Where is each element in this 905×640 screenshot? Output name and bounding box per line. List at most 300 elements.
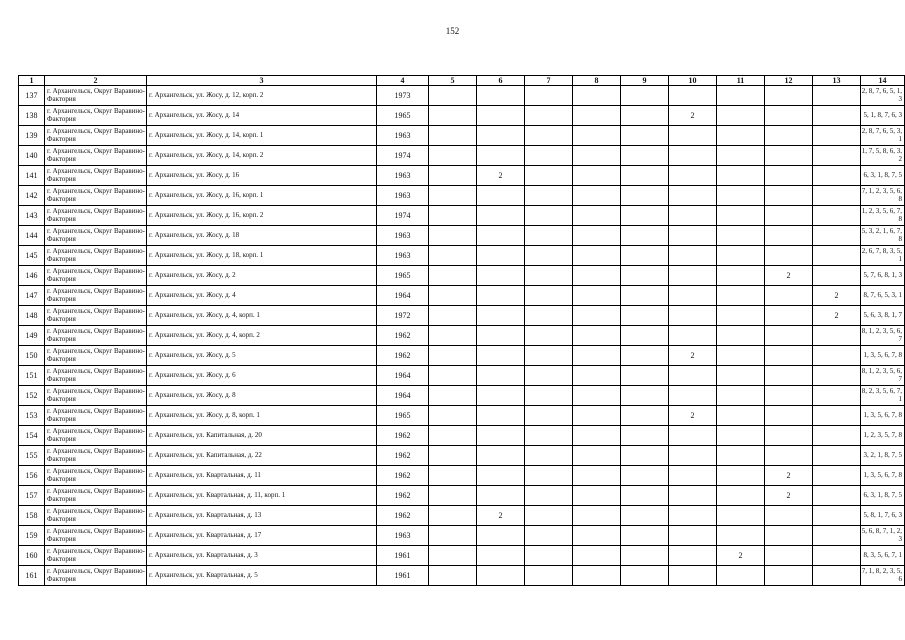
col8-cell xyxy=(573,366,621,386)
address-cell: г. Архангельск, ул. Квартальная, д. 11, корп. 1 xyxy=(147,486,377,506)
sequence-cell: 8, 2, 3, 5, 6, 7, 1 xyxy=(861,386,905,406)
col11-cell xyxy=(717,446,765,466)
col10-cell: 2 xyxy=(669,346,717,366)
col6-cell xyxy=(477,546,525,566)
sequence-cell: 8, 1, 2, 3, 5, 6, 7 xyxy=(861,326,905,346)
address-cell: г. Архангельск, ул. Жосу, д. 14, корп. 2 xyxy=(147,146,377,166)
year-cell: 1964 xyxy=(377,366,429,386)
locality-cell: г. Архангельск, Округ Варавино-Фактория xyxy=(45,306,147,326)
col5-cell xyxy=(429,386,477,406)
locality-cell: г. Архангельск, Округ Варавино-Фактория xyxy=(45,466,147,486)
sequence-cell: 2, 8, 7, 6, 5, 3, 1 xyxy=(861,126,905,146)
col9-cell xyxy=(621,446,669,466)
col6-cell xyxy=(477,286,525,306)
year-cell: 1962 xyxy=(377,346,429,366)
year-cell: 1962 xyxy=(377,426,429,446)
table-row xyxy=(19,506,905,526)
col6-cell xyxy=(477,226,525,246)
col13-cell xyxy=(813,366,861,386)
page-number: 152 xyxy=(445,26,460,36)
table-body xyxy=(19,86,905,586)
locality-cell: г. Архангельск, Округ Варавино-Фактория xyxy=(45,426,147,446)
locality-cell: г. Архангельск, Округ Варавино-Фактория xyxy=(45,266,147,286)
year-cell: 1974 xyxy=(377,146,429,166)
sequence-cell: 1, 3, 5, 6, 7, 8 xyxy=(861,406,905,426)
col7-cell xyxy=(525,446,573,466)
col8-cell xyxy=(573,246,621,266)
row-number-cell: 149 xyxy=(19,326,45,346)
col7-cell xyxy=(525,426,573,446)
col5-cell xyxy=(429,446,477,466)
locality-cell: г. Архангельск, Округ Варавино-Фактория xyxy=(45,346,147,366)
col11-cell xyxy=(717,366,765,386)
col8-cell xyxy=(573,326,621,346)
col11-cell xyxy=(717,246,765,266)
col10-cell xyxy=(669,526,717,546)
sequence-cell: 5, 1, 8, 7, 6, 3 xyxy=(861,106,905,126)
col7-cell xyxy=(525,306,573,326)
col5-cell xyxy=(429,106,477,126)
col6-cell xyxy=(477,246,525,266)
address-cell: г. Архангельск, ул. Квартальная, д. 13 xyxy=(147,506,377,526)
col8-cell xyxy=(573,206,621,226)
col7-cell xyxy=(525,326,573,346)
col7-cell xyxy=(525,186,573,206)
col13-cell xyxy=(813,166,861,186)
col9-cell xyxy=(621,506,669,526)
col9-cell xyxy=(621,406,669,426)
locality-cell: г. Архангельск, Округ Варавино-Фактория xyxy=(45,86,147,106)
year-cell: 1965 xyxy=(377,266,429,286)
sequence-cell: 5, 7, 6, 8, 1, 3 xyxy=(861,266,905,286)
col9-cell xyxy=(621,106,669,126)
col8-cell xyxy=(573,406,621,426)
year-cell: 1965 xyxy=(377,406,429,426)
column-header-13: 13 xyxy=(813,76,861,86)
row-number-cell: 143 xyxy=(19,206,45,226)
row-number-cell: 148 xyxy=(19,306,45,326)
col11-cell xyxy=(717,526,765,546)
col12-cell xyxy=(765,366,813,386)
col5-cell xyxy=(429,326,477,346)
column-header-8: 8 xyxy=(573,76,621,86)
year-cell: 1963 xyxy=(377,186,429,206)
locality-cell: г. Архангельск, Округ Варавино-Фактория xyxy=(45,386,147,406)
col6-cell xyxy=(477,266,525,286)
col5-cell xyxy=(429,146,477,166)
locality-cell: г. Архангельск, Округ Варавино-Фактория xyxy=(45,186,147,206)
table-row xyxy=(19,326,905,346)
col7-cell xyxy=(525,126,573,146)
year-cell: 1963 xyxy=(377,126,429,146)
table-row xyxy=(19,446,905,466)
col11-cell xyxy=(717,326,765,346)
col9-cell xyxy=(621,286,669,306)
sequence-cell: 5, 6, 3, 8, 1, 7 xyxy=(861,306,905,326)
col12-cell xyxy=(765,446,813,466)
col13-cell xyxy=(813,326,861,346)
col12-cell xyxy=(765,386,813,406)
address-cell: г. Архангельск, ул. Капитальная, д. 22 xyxy=(147,446,377,466)
year-cell: 1974 xyxy=(377,206,429,226)
col6-cell xyxy=(477,406,525,426)
col5-cell xyxy=(429,286,477,306)
row-number-cell: 141 xyxy=(19,166,45,186)
col7-cell xyxy=(525,166,573,186)
sequence-cell: 7, 1, 8, 2, 3, 5, 6 xyxy=(861,566,905,586)
row-number-cell: 137 xyxy=(19,86,45,106)
col5-cell xyxy=(429,406,477,426)
col13-cell xyxy=(813,266,861,286)
address-cell: г. Архангельск, ул. Жосу, д. 4, корп. 1 xyxy=(147,306,377,326)
col8-cell xyxy=(573,466,621,486)
col6-cell xyxy=(477,446,525,466)
col10-cell xyxy=(669,506,717,526)
year-cell: 1963 xyxy=(377,226,429,246)
col9-cell xyxy=(621,386,669,406)
address-cell: г. Архангельск, ул. Жосу, д. 16, корп. 2 xyxy=(147,206,377,226)
col10-cell: 2 xyxy=(669,106,717,126)
col13-cell xyxy=(813,566,861,586)
row-number-cell: 160 xyxy=(19,546,45,566)
col8-cell xyxy=(573,266,621,286)
locality-cell: г. Архангельск, Округ Варавино-Фактория xyxy=(45,126,147,146)
col12-cell xyxy=(765,546,813,566)
col8-cell xyxy=(573,546,621,566)
sequence-cell: 2, 6, 7, 8, 3, 5, 1 xyxy=(861,246,905,266)
col7-cell xyxy=(525,286,573,306)
address-cell: г. Архангельск, ул. Жосу, д. 14, корп. 1 xyxy=(147,126,377,146)
table-row xyxy=(19,466,905,486)
col6-cell xyxy=(477,346,525,366)
row-number-cell: 151 xyxy=(19,366,45,386)
col10-cell xyxy=(669,146,717,166)
col6-cell xyxy=(477,306,525,326)
address-cell: г. Архангельск, ул. Жосу, д. 14 xyxy=(147,106,377,126)
col12-cell xyxy=(765,406,813,426)
column-header-1: 1 xyxy=(19,76,45,86)
col9-cell xyxy=(621,546,669,566)
sequence-cell: 6, 3, 1, 8, 7, 5 xyxy=(861,166,905,186)
col13-cell xyxy=(813,126,861,146)
sequence-cell: 1, 3, 5, 6, 7, 8 xyxy=(861,346,905,366)
year-cell: 1962 xyxy=(377,326,429,346)
table-row xyxy=(19,266,905,286)
row-number-cell: 158 xyxy=(19,506,45,526)
table-row xyxy=(19,306,905,326)
col10-cell xyxy=(669,186,717,206)
col6-cell xyxy=(477,426,525,446)
col7-cell xyxy=(525,486,573,506)
col9-cell xyxy=(621,486,669,506)
col13-cell xyxy=(813,426,861,446)
col8-cell xyxy=(573,426,621,446)
col5-cell xyxy=(429,526,477,546)
col8-cell xyxy=(573,146,621,166)
col13-cell xyxy=(813,526,861,546)
col7-cell xyxy=(525,386,573,406)
address-cell: г. Архангельск, ул. Жосу, д. 12, корп. 2 xyxy=(147,86,377,106)
table-row xyxy=(19,146,905,166)
year-cell: 1963 xyxy=(377,246,429,266)
col9-cell xyxy=(621,346,669,366)
col13-cell xyxy=(813,246,861,266)
col13-cell xyxy=(813,486,861,506)
col6-cell xyxy=(477,326,525,346)
col11-cell xyxy=(717,146,765,166)
row-number-cell: 150 xyxy=(19,346,45,366)
col13-cell xyxy=(813,466,861,486)
col12-cell xyxy=(765,526,813,546)
sequence-cell: 5, 6, 8, 7, 1, 2, 3 xyxy=(861,526,905,546)
sequence-cell: 8, 1, 2, 3, 5, 6, 7 xyxy=(861,366,905,386)
col5-cell xyxy=(429,466,477,486)
col6-cell xyxy=(477,146,525,166)
col9-cell xyxy=(621,166,669,186)
year-cell: 1962 xyxy=(377,486,429,506)
col12-cell xyxy=(765,146,813,166)
address-cell: г. Архангельск, ул. Жосу, д. 4 xyxy=(147,286,377,306)
col11-cell xyxy=(717,86,765,106)
address-cell: г. Архангельск, ул. Квартальная, д. 5 xyxy=(147,566,377,586)
col6-cell xyxy=(477,86,525,106)
col6-cell xyxy=(477,526,525,546)
locality-cell: г. Архангельск, Округ Варавино-Фактория xyxy=(45,526,147,546)
col5-cell xyxy=(429,86,477,106)
col7-cell xyxy=(525,406,573,426)
col10-cell xyxy=(669,246,717,266)
col9-cell xyxy=(621,306,669,326)
year-cell: 1963 xyxy=(377,166,429,186)
row-number-cell: 145 xyxy=(19,246,45,266)
column-header-3: 3 xyxy=(147,76,377,86)
row-number-cell: 144 xyxy=(19,226,45,246)
col8-cell xyxy=(573,386,621,406)
col10-cell xyxy=(669,166,717,186)
col8-cell xyxy=(573,506,621,526)
col12-cell xyxy=(765,206,813,226)
table-row xyxy=(19,426,905,446)
col7-cell xyxy=(525,366,573,386)
col11-cell xyxy=(717,466,765,486)
col5-cell xyxy=(429,426,477,446)
col5-cell xyxy=(429,226,477,246)
col8-cell xyxy=(573,286,621,306)
sequence-cell: 5, 3, 2, 1, 6, 7, 8 xyxy=(861,226,905,246)
col9-cell xyxy=(621,86,669,106)
col11-cell xyxy=(717,186,765,206)
col11-cell xyxy=(717,306,765,326)
col12-cell: 2 xyxy=(765,466,813,486)
row-number-cell: 157 xyxy=(19,486,45,506)
col9-cell xyxy=(621,246,669,266)
col11-cell xyxy=(717,286,765,306)
col5-cell xyxy=(429,546,477,566)
col5-cell xyxy=(429,126,477,146)
sequence-cell: 5, 8, 1, 7, 6, 3 xyxy=(861,506,905,526)
column-header-7: 7 xyxy=(525,76,573,86)
row-number-cell: 138 xyxy=(19,106,45,126)
col11-cell xyxy=(717,266,765,286)
header-row xyxy=(19,76,905,86)
col11-cell xyxy=(717,106,765,126)
row-number-cell: 140 xyxy=(19,146,45,166)
table-row xyxy=(19,206,905,226)
table-row xyxy=(19,546,905,566)
col6-cell xyxy=(477,466,525,486)
col7-cell xyxy=(525,466,573,486)
col13-cell xyxy=(813,346,861,366)
year-cell: 1973 xyxy=(377,86,429,106)
col13-cell xyxy=(813,386,861,406)
col6-cell: 2 xyxy=(477,506,525,526)
col11-cell xyxy=(717,406,765,426)
col6-cell xyxy=(477,106,525,126)
locality-cell: г. Архангельск, Округ Варавино-Фактория xyxy=(45,486,147,506)
locality-cell: г. Архангельск, Округ Варавино-Фактория xyxy=(45,226,147,246)
col7-cell xyxy=(525,206,573,226)
col8-cell xyxy=(573,86,621,106)
col8-cell xyxy=(573,346,621,366)
address-cell: г. Архангельск, ул. Капитальная, д. 20 xyxy=(147,426,377,446)
col7-cell xyxy=(525,146,573,166)
col10-cell xyxy=(669,326,717,346)
locality-cell: г. Архангельск, Округ Варавино-Фактория xyxy=(45,326,147,346)
col12-cell xyxy=(765,306,813,326)
col10-cell xyxy=(669,86,717,106)
col6-cell xyxy=(477,186,525,206)
col11-cell xyxy=(717,126,765,146)
col5-cell xyxy=(429,206,477,226)
col9-cell xyxy=(621,566,669,586)
table-row xyxy=(19,126,905,146)
table-row xyxy=(19,246,905,266)
col13-cell xyxy=(813,446,861,466)
column-header-2: 2 xyxy=(45,76,147,86)
column-header-9: 9 xyxy=(621,76,669,86)
column-header-6: 6 xyxy=(477,76,525,86)
col9-cell xyxy=(621,206,669,226)
year-cell: 1962 xyxy=(377,466,429,486)
col9-cell xyxy=(621,326,669,346)
table-row xyxy=(19,366,905,386)
col8-cell xyxy=(573,186,621,206)
locality-cell: г. Архангельск, Округ Варавино-Фактория xyxy=(45,366,147,386)
col12-cell xyxy=(765,186,813,206)
col10-cell xyxy=(669,306,717,326)
column-header-14: 14 xyxy=(861,76,905,86)
col13-cell: 2 xyxy=(813,306,861,326)
col8-cell xyxy=(573,106,621,126)
sequence-cell: 7, 1, 2, 3, 5, 6, 8 xyxy=(861,186,905,206)
year-cell: 1964 xyxy=(377,386,429,406)
column-header-11: 11 xyxy=(717,76,765,86)
locality-cell: г. Архангельск, Округ Варавино-Фактория xyxy=(45,446,147,466)
col12-cell xyxy=(765,566,813,586)
address-cell: г. Архангельск, ул. Жосу, д. 16 xyxy=(147,166,377,186)
locality-cell: г. Архангельск, Округ Варавино-Фактория xyxy=(45,286,147,306)
col11-cell xyxy=(717,386,765,406)
col12-cell xyxy=(765,506,813,526)
col11-cell: 2 xyxy=(717,546,765,566)
row-number-cell: 156 xyxy=(19,466,45,486)
locality-cell: г. Архангельск, Округ Варавино-Фактория xyxy=(45,206,147,226)
col6-cell xyxy=(477,126,525,146)
col10-cell xyxy=(669,386,717,406)
col5-cell xyxy=(429,506,477,526)
col11-cell xyxy=(717,226,765,246)
table-row xyxy=(19,486,905,506)
col12-cell xyxy=(765,246,813,266)
address-cell: г. Архангельск, ул. Жосу, д. 18 xyxy=(147,226,377,246)
column-header-4: 4 xyxy=(377,76,429,86)
table-row xyxy=(19,346,905,366)
col12-cell xyxy=(765,226,813,246)
col10-cell xyxy=(669,566,717,586)
sequence-cell: 1, 3, 5, 6, 7, 8 xyxy=(861,466,905,486)
sequence-cell: 8, 7, 6, 5, 3, 1 xyxy=(861,286,905,306)
col5-cell xyxy=(429,246,477,266)
col13-cell xyxy=(813,206,861,226)
col13-cell xyxy=(813,226,861,246)
col10-cell xyxy=(669,446,717,466)
col13-cell xyxy=(813,186,861,206)
col8-cell xyxy=(573,306,621,326)
col8-cell xyxy=(573,166,621,186)
col12-cell xyxy=(765,326,813,346)
col13-cell xyxy=(813,546,861,566)
year-cell: 1964 xyxy=(377,286,429,306)
row-number-cell: 152 xyxy=(19,386,45,406)
table-row xyxy=(19,526,905,546)
col13-cell xyxy=(813,506,861,526)
col9-cell xyxy=(621,226,669,246)
row-number-cell: 146 xyxy=(19,266,45,286)
year-cell: 1962 xyxy=(377,506,429,526)
table-row xyxy=(19,86,905,106)
sequence-cell: 3, 2, 1, 8, 7, 5 xyxy=(861,446,905,466)
col10-cell: 2 xyxy=(669,406,717,426)
locality-cell: г. Архангельск, Округ Варавино-Фактория xyxy=(45,106,147,126)
col6-cell: 2 xyxy=(477,166,525,186)
col9-cell xyxy=(621,426,669,446)
sequence-cell: 2, 8, 7, 6, 5, 1, 3 xyxy=(861,86,905,106)
column-header-12: 12 xyxy=(765,76,813,86)
col10-cell xyxy=(669,426,717,446)
col9-cell xyxy=(621,126,669,146)
col5-cell xyxy=(429,486,477,506)
col10-cell xyxy=(669,206,717,226)
col13-cell xyxy=(813,146,861,166)
address-cell: г. Архангельск, ул. Жосу, д. 5 xyxy=(147,346,377,366)
table-row xyxy=(19,386,905,406)
col11-cell xyxy=(717,346,765,366)
year-cell: 1965 xyxy=(377,106,429,126)
col10-cell xyxy=(669,486,717,506)
col9-cell xyxy=(621,366,669,386)
col7-cell xyxy=(525,506,573,526)
locality-cell: г. Архангельск, Округ Варавино-Фактория xyxy=(45,246,147,266)
sequence-cell: 8, 3, 5, 6, 7, 1 xyxy=(861,546,905,566)
locality-cell: г. Архангельск, Округ Варавино-Фактория xyxy=(45,406,147,426)
col8-cell xyxy=(573,126,621,146)
col12-cell: 2 xyxy=(765,266,813,286)
col10-cell xyxy=(669,466,717,486)
col5-cell xyxy=(429,346,477,366)
locality-cell: г. Архангельск, Округ Варавино-Фактория xyxy=(45,166,147,186)
col7-cell xyxy=(525,546,573,566)
col7-cell xyxy=(525,526,573,546)
